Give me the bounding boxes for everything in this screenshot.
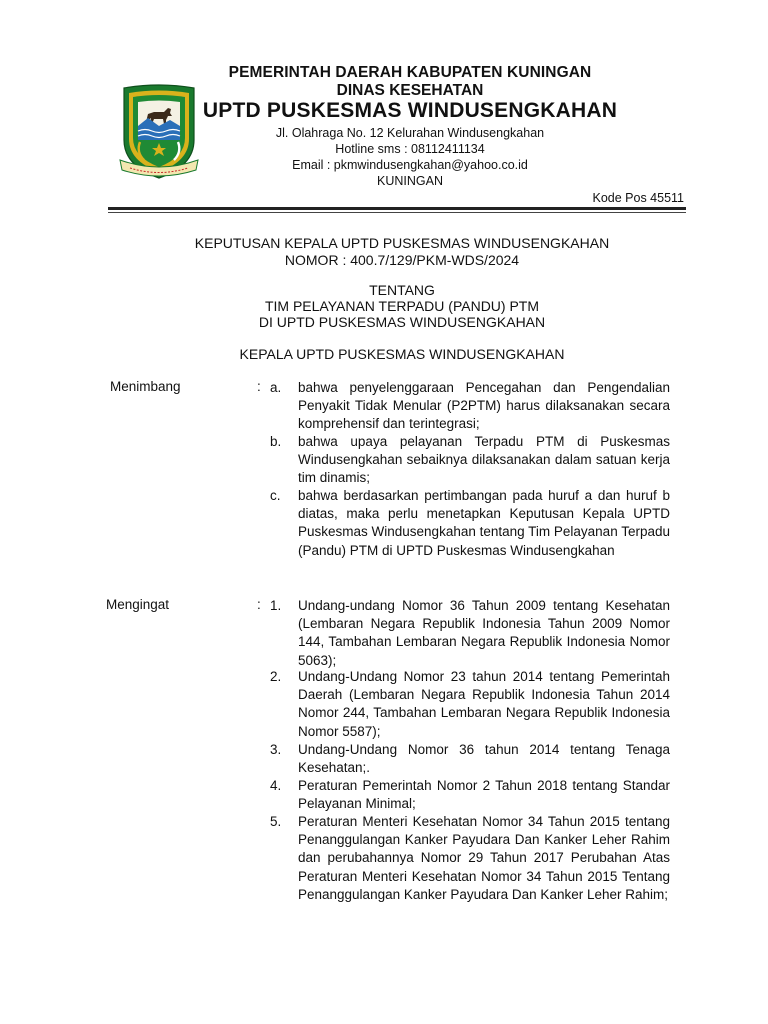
section-colon: :: [257, 379, 261, 394]
list-item-text: Undang-Undang Nomor 23 tahun 2014 tentang Pemerintah Daerah (Lembaran Negara Republik Indonesia Tahun 2014 Nomor 244, Tambahan Lembaran Negara Republik Indonesia Nomor 5587);: [298, 669, 670, 739]
list-item: [270, 379, 670, 434]
letterhead-city: KUNINGAN: [377, 174, 443, 188]
list-item: [270, 487, 670, 560]
decree-issuer: KEPALA UPTD PUSKESMAS WINDUSENGKAHAN: [239, 346, 565, 362]
section-colon: :: [257, 597, 261, 612]
letterhead-postal-code: Kode Pos 45511: [592, 191, 684, 205]
list-item-text: Undang-undang Nomor 36 Tahun 2009 tentang Kesehatan (Lembaran Negara Republik Indonesia Tahun 2009 Nomor 144, Tambahan Lembaran Negara Republik Indonesia Nomor 5063);: [298, 598, 670, 668]
list-item: [270, 777, 670, 813]
decree-number: NOMOR : 400.7/129/PKM-WDS/2024: [284, 252, 520, 268]
letterhead-institution: UPTD PUSKESMAS WINDUSENGKAHAN: [202, 99, 618, 122]
letterhead-divider-thin: [108, 212, 686, 213]
about-line-2: DI UPTD PUSKESMAS WINDUSENGKAHAN: [258, 314, 546, 330]
list-marker: 2.: [270, 669, 282, 684]
letterhead-divider-thick: [108, 207, 686, 210]
list-item: [270, 433, 670, 488]
list-item: [270, 597, 670, 670]
list-item-text: bahwa berdasarkan pertimbangan pada huruf a dan huruf b diatas, maka perlu menetapkan Keputusan Kepala UPTD Puskesmas Windusengkahan tentang Tim Pelayanan Terpadu (Pandu) PTM di UPTD Puskesmas Windusengkahan: [298, 488, 670, 558]
list-item-text: Peraturan Pemerintah Nomor 2 Tahun 2018 tentang Standar Pelayanan Minimal;: [298, 778, 670, 812]
list-marker: 1.: [270, 598, 282, 613]
list-item: [270, 813, 670, 904]
decree-title: KEPUTUSAN KEPALA UPTD PUSKESMAS WINDUSENGKAHAN: [194, 235, 610, 251]
letterhead-government: PEMERINTAH DAERAH KABUPATEN KUNINGAN: [228, 64, 592, 81]
letterhead-address: Jl. Olahraga No. 12 Kelurahan Windusengkahan: [275, 126, 545, 140]
letterhead-hotline: Hotline sms : 08112411134: [335, 142, 485, 156]
section-label-mengingat: Mengingat: [106, 597, 170, 612]
list-marker: a.: [270, 380, 282, 395]
letterhead-email: Email : pkmwindusengkahan@yahoo.co.id: [292, 158, 528, 172]
list-item: [270, 741, 670, 777]
list-marker: 4.: [270, 778, 282, 793]
list-marker: 5.: [270, 814, 282, 829]
list-item-text: bahwa upaya pelayanan Terpadu PTM di Puskesmas Windusengkahan sebaiknya dilaksanakan dalam satuan kerja tim dinamis;: [298, 434, 670, 486]
list-marker: b.: [270, 434, 282, 449]
list-item: [270, 668, 670, 741]
about-label: TENTANG: [369, 282, 435, 298]
list-marker: c.: [270, 488, 281, 503]
letterhead-agency: DINAS KESEHATAN: [336, 82, 484, 99]
section-label-menimbang: Menimbang: [110, 379, 181, 394]
list-item-text: bahwa penyelenggaraan Pencegahan dan Pengendalian Penyakit Tidak Menular (P2PTM) harus dilaksanakan secara komprehensif dan terintegrasi;: [298, 380, 670, 432]
list-item-text: Undang-Undang Nomor 36 tahun 2014 tentang Tenaga Kesehatan;.: [298, 742, 670, 776]
list-item-text: Peraturan Menteri Kesehatan Nomor 34 Tahun 2015 tentang Penanggulangan Kanker Payudara Dan Kanker Leher Rahim dan perubahannya Nomor 29 Tahun 2017 Perubahan Atas Peraturan Menteri Kesehatan Nomor 34 Tahun 2015 Tentang Penanggulangan Kanker Payudara Dan Kanker Leher Rahim;: [298, 814, 670, 902]
list-marker: 3.: [270, 742, 282, 757]
about-line-1: TIM PELAYANAN TERPADU (PANDU) PTM: [264, 298, 540, 314]
